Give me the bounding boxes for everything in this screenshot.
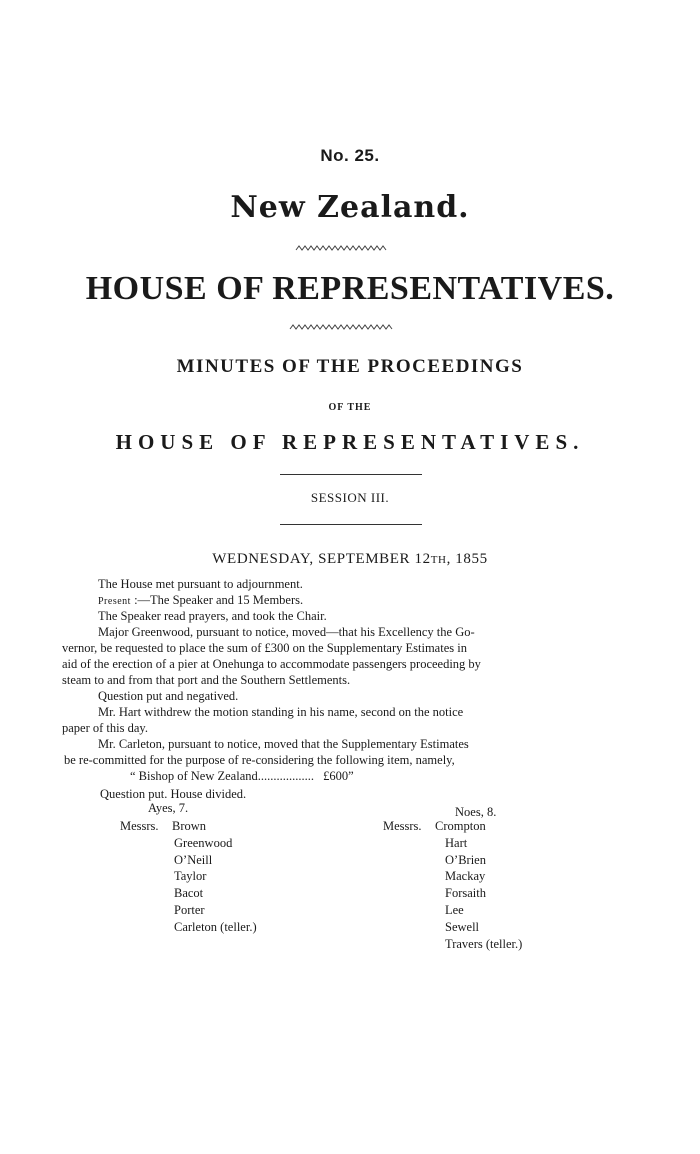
no-member: Forsaith [445, 886, 486, 901]
proceeding-line: The House met pursuant to adjournment. [98, 577, 303, 591]
session-label: SESSION III. [310, 490, 390, 505]
no-member: Sewell [445, 919, 480, 934]
proceeding-line: Mr. Hart withdrew the motion standing in his name, second on the notice [98, 705, 464, 719]
aye-member: O’Neill [174, 852, 213, 867]
proceeding-line: Question put. House divided. [100, 787, 247, 801]
noes-list [435, 818, 522, 952]
divider-rule [280, 474, 422, 475]
divider-rule [280, 524, 422, 525]
item-label: “ Bishop of New Zealand.................. [130, 769, 318, 783]
item-amount: £600” [323, 769, 354, 783]
aye-member: Bacot [174, 886, 204, 901]
document-number: No. 25. [320, 146, 380, 165]
present-text: :—The Speaker and 15 Members. [130, 593, 304, 607]
proceeding-line: The Speaker read prayers, and took the Chair. [98, 609, 327, 623]
no-member: Crompton [435, 819, 486, 833]
ornament-squiggle [0, 322, 700, 336]
date-suffix: TH [430, 554, 447, 566]
ayes-messrs-label: Messrs. [120, 819, 159, 833]
no-member: Travers (teller.) [445, 936, 523, 951]
ornament-squiggle [0, 243, 700, 257]
estimate-item [130, 768, 354, 784]
proceeding-line: paper of this day. [62, 721, 148, 735]
proceeding-line: be re-committed for the purpose of re-considering the following item, namely, [64, 753, 455, 767]
colony-title: New Zealand. [230, 190, 470, 225]
proceeding-line: steam to and from that port and the Southern Settlements. [62, 673, 351, 687]
ayes-heading: Ayes, 7. [148, 801, 189, 815]
no-member: Hart [445, 835, 468, 850]
date-year: , 1855 [446, 551, 488, 567]
no-member: Lee [445, 902, 464, 917]
proceeding-line: vernor, be requested to place the sum of £300 on the Supplementary Estimates in [62, 641, 467, 655]
minutes-heading: MINUTES OF THE PROCEEDINGS [176, 356, 524, 377]
house-spaced-title: HOUSE OF REPRESENTATIVES. [115, 430, 585, 454]
proceeding-line: Question put and negatived. [98, 689, 239, 703]
noes-messrs-label: Messrs. [383, 819, 422, 833]
aye-member: Brown [172, 819, 207, 833]
aye-member: Carleton (teller.) [174, 919, 257, 934]
noes-heading: Noes, 8. [455, 805, 497, 819]
proceeding-line: Mr. Carleton, pursuant to notice, moved that the Supplementary Estimates [98, 737, 469, 751]
aye-member: Taylor [174, 869, 207, 884]
house-title: HOUSE OF REPRESENTATIVES. [85, 270, 615, 307]
present-label: Present [98, 596, 131, 607]
proceeding-line: Major Greenwood, pursuant to notice, moved—that his Excellency the Go- [98, 625, 475, 639]
proceeding-line: aid of the erection of a pier at Onehunga to accommodate passengers proceeding by [62, 657, 481, 671]
date-main: WEDNESDAY, SEPTEMBER 12 [212, 551, 431, 567]
no-member: O’Brien [445, 852, 486, 867]
aye-member: Porter [174, 902, 205, 917]
ayes-list [172, 818, 257, 936]
aye-member: Greenwood [174, 835, 233, 850]
no-member: Mackay [445, 869, 486, 884]
of-the-label: OF THE [328, 402, 372, 413]
sitting-date [0, 551, 700, 568]
